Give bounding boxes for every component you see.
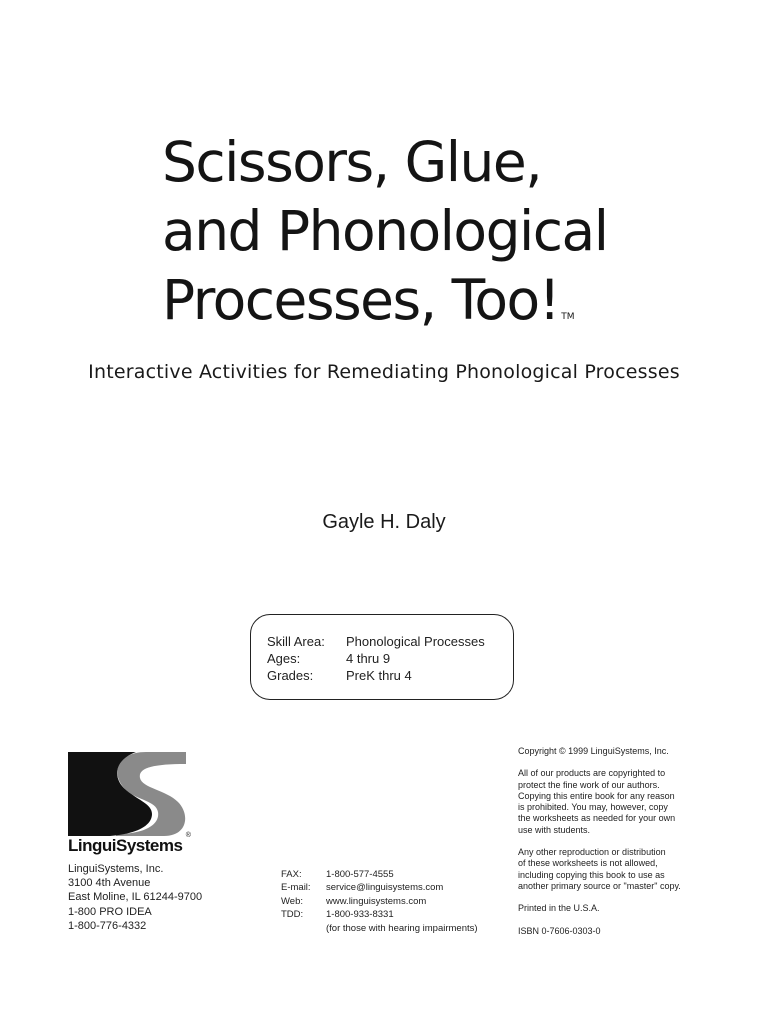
address-line: LinguiSystems, Inc. [68,863,164,875]
contact-value: 1-800-577-4555 [326,869,394,880]
contact-label: TDD: [281,909,304,921]
address-line: East Moline, IL 61244-9700 [68,891,203,904]
address-line: 3100 4th Avenue [68,877,151,890]
info-value: Phonological Processes [346,634,485,649]
logo-wordmark [68,832,191,856]
copyright-text-line: protect the fine work of our authors. [518,779,660,790]
registered-mark: ® [185,832,191,839]
isbn: ISBN 0-7606-0303-0 [518,925,601,936]
address-line: 1-800-776-4332 [68,919,147,932]
info-label: Ages: [267,651,301,666]
copyright-notice [518,746,728,948]
contact-label: E-mail: [281,882,311,894]
copyright-paragraph-2 [518,847,728,892]
publisher-address [68,862,202,933]
contact-row-tdd-note [281,922,478,935]
trademark-symbol: TM [561,312,575,322]
copyright-line: Copyright © 1999 LinguiSystems, Inc. [518,746,669,756]
info-value: 4 thru 9 [346,651,391,666]
copyright-text-line: is prohibited. You may, however, copy [518,802,668,813]
info-value: PreK thru 4 [346,668,412,683]
copyright-text-line: use with students. [518,824,591,835]
copyright-paragraph-1 [518,768,728,836]
contact-row-web [281,895,478,908]
logo-name: LinguiSystems [68,836,183,855]
info-label: Grades: [267,668,314,683]
contact-row-email [281,881,478,894]
info-row-grades [267,668,412,683]
contact-row-tdd [281,908,478,921]
title-line-3-text: Processes, Too! [162,268,560,332]
title-line-2: and Phonological [162,199,608,263]
contact-value: www.linguisystems.com [326,895,427,907]
copyright-text-line: another primary source or "master" copy. [518,880,681,891]
contact-label: FAX: [281,869,302,880]
title-line-1: Scissors, Glue, [162,130,542,194]
info-label: Skill Area: [267,634,325,649]
contact-value: 1-800-933-8331 [326,909,394,921]
copyright-text-line: Any other reproduction or distribution [518,847,666,858]
logo-dark-block [68,752,110,836]
contact-value: service@linguisystems.com [326,882,444,894]
book-subtitle: Interactive Activities for Remediating Phonological Processes [88,361,680,383]
skill-info-box [250,614,514,700]
contact-label: Web: [281,895,304,907]
title-line-3 [162,266,722,352]
copyright-text-line: Copying this entire book for any reason [518,790,675,801]
contact-value: (for those with hearing impairments) [326,922,478,934]
publisher-contact [281,868,478,935]
author-name: Gayle H. Daly [322,511,446,533]
copyright-text-line: of these worksheets is not allowed, [518,858,658,869]
printed-in: Printed in the U.S.A. [518,903,600,914]
copyright-text-line: All of our products are copyrighted to [518,768,666,779]
info-row-skill-area [267,634,485,649]
copyright-text-line: the worksheets as needed for your own [518,813,676,824]
contact-row-fax [281,868,478,881]
copyright-text-line: including copying this book to use as [518,869,665,880]
info-row-ages [267,651,390,666]
address-line: 1-800 PRO IDEA [68,905,152,918]
book-title [162,128,722,352]
